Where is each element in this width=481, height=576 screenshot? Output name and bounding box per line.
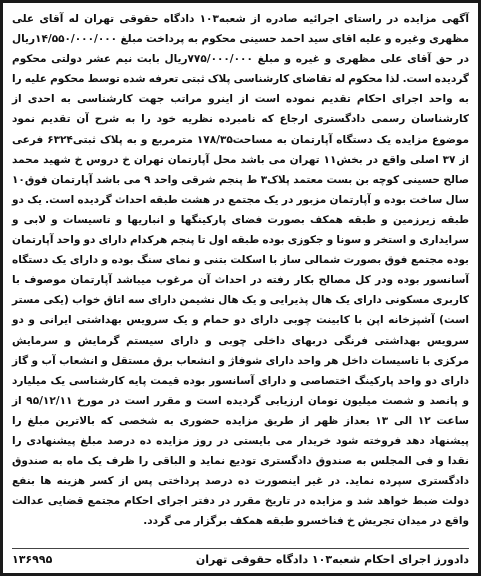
notice-code: ۱۳۶۹۹۵ — [12, 552, 53, 566]
notice-body-text: آگهی مزایده در راستای اجرائیه صادره از شعبه۱۰۳ دادگاه حقوقی تهران له آقای علی مظهری وغیره و علیه اقای سید احمد حسینی محکوم به پرداخت مبلغ ۱۴/۵۵۰/۰۰۰/۰۰۰ریال در حق آقای علی مظهری و غیره و مبلغ ۷۷۵/۰۰۰/۰۰۰ریال بابت نیم عشر دولتی محکوم گردیده است. لذا محکوم له تقاضای کارشناسی پلاک ثبتی تعرفه شده توسط محکوم علیه را به واحد اجرای احکام تقدیم نموده است از اینرو مراتب جهت کارشناسی به احدی از کارشناسان رسمی دادگستری ارجاع که نامبرده نظریه خود را به شرح آن تقدیم نمود موضوع مزایده یک دستگاه آپارتمان به مساحت۱۷۸/۳۵ مترمربع و به پلاک ثبتی۶۳۲۴ فرعی از ۳۷ اصلی واقع در بخش۱۱ تهران می باشد محل آپارتمان تهران خ دروس خ شهید محمد صالح حسینی کوچه بن بست معتمد پلاک۳ ط پنجم شرقی واحد ۹ می باشد آپارتمان فوق۱۰ سال ساخت بوده و آپارتمان مزبور در یک مجتمع در هشت طبقه احداث گردیده است. یک دو طبقه زیرزمین و طبقه همکف بصورت فضای پارکینگها و انباریها و تاسیسات و لابی و سرایداری و استخر و سونا و جکوزی بوده طبقه اول تا پنجم هرکدام دارای دو واحد آپارتمان بوده مجتمع فوق بصورت شمالی ساز با اسکلت بتنی و نمای سنگ بوده و دارای یک دستگاه آسانسور بوده ودر کل مصالح بکار رفته در احداث آن مرغوب میباشد آپارتمان موصوف با کاربری مسکونی دارای یک هال پذیرایی و یک هال نشیمن دارای سه اتاق خواب (یکی مستر است) آشپزخانه اپن با کابینت چوبی دارای دو حمام و یک سرویس بهداشتی ایرانی و دو سرویس بهداشتی فرنگی دربهای داخلی چوبی و دارای سیستم گرمایش و سرمایش مرکزی با تاسیسات داخل هر واحد دارای شوفاژ و انشعاب برق مستقل و انشعاب آب و گاز دارای دو واحد پارکینگ اختصاصی و دارای آسانسور بوده قیمت پایه کارشناسی یک میلیارد و پانصد و شصت میلیون تومان ارزیابی گردیده است و مقرر است در مورخ ۹۵/۱۲/۱۱ از ساعت ۱۲ الی ۱۳ بعداز ظهر از طریق مزایده حضوری به شخصی که بالاترین مبلغ را پیشنهاد دهد فروخته شود خریدار می بایستی در روز مزایده ده درصد مبلغ پیشنهادی را نقدا و فی المجلس به صندوق دادگستری تودیع نماید و الباقی را ظرف یک ماه به صندوق دادگستری سپرده نماید. در غیر اینصورت ده درصد پرداختی پس از کسر هزینه ها بنفع دولت ضبط خواهد شد و مزایده در تاریخ مقرر در دفتر اجرای احکام مجتمع قضایی عدالت واقع در میدان تجریش خ فناخسرو طبقه همکف برگزار می گردد. — [12, 13, 470, 528]
notice-footer — [12, 548, 469, 569]
notice-signer: دادورز اجرای احکام شعبه۱۰۳ دادگاه حقوقی تهران — [195, 552, 469, 566]
